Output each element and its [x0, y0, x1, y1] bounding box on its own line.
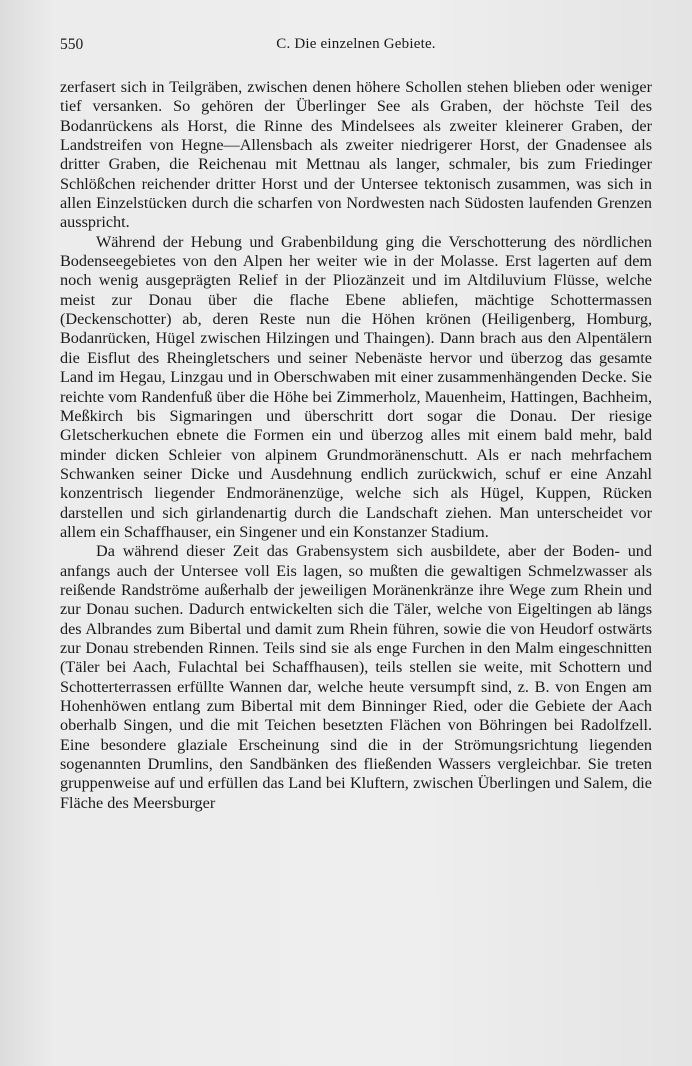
- paragraph: Da während dieser Zeit das Grabensystem sich ausbildete, aber der Boden- und anfangs auch der Untersee voll Eis lagen, so mußten die gewaltigen Schmelzwasser als reißende Randströme außerhalb der jeweiligen Moränenkränze ihre Wege zum Rhein und zur Donau suchen. Dadurch entwickelten sich die Täler, welche von Eigeltingen ab längs des Albrandes zum Bibertal und damit zum Rhein führen, sowie die von Heudorf ostwärts zur Donau strebenden Rinnen. Teils sind sie als enge Furchen in den Malm eingeschnitten (Täler bei Aach, Fulachtal bei Schaffhausen), teils stellen sie weite, mit Schottern und Schotterterrassen erfüllte Wannen dar, welche heute versumpft sind, z. B. von Engen am Hohenhöwen entlang zum Bibertal mit dem Binninger Ried, oder die Gebiete der Aach oberhalb Singen, und die mit Teichen besetzten Flächen von Böhringen bei Radolfzell. Eine besondere glaziale Erscheinung sind die in der Strömungsrichtung liegenden sogenannten Drumlins, den Sandbänken des fließenden Wassers vergleichbar. Sie treten gruppenweise auf und erfüllen das Land bei Kluftern, zwischen Überlingen und Salem, die Fläche des Meersburger: [60, 542, 652, 812]
- body-text: [60, 78, 652, 813]
- paragraph: Während der Hebung und Grabenbildung ging die Verschotterung des nördlichen Bodenseegebietes von den Alpen her weiter wie in der Molasse. Erst lagerten auf dem noch wenig ausgeprägten Relief in der Pliozänzeit und im Altdiluvium Flüsse, welche meist zur Donau über die flache Ebene abliefen, mächtige Schottermassen (Deckenschotter) ab, deren Reste nun die Höhen krönen (Heiligenberg, Homburg, Bodanrücken, Hügel zwischen Hilzingen und Thaingen). Dann brach aus den Alpentälern die Eisflut des Rheingletschers und seiner Nebenäste hervor und überzog das gesamte Land im Hegau, Linzgau und in Oberschwaben mit einer zusammenhängenden Decke. Sie reichte vom Randenfuß über die Höhe bei Zimmerholz, Mauenheim, Hattingen, Bachheim, Meßkirch bis Sigmaringen und überschritt dort sogar die Donau. Der riesige Gletscherkuchen ebnete die Formen ein und überzog alles mit einem bald mehr, bald minder dicken Schleier von alpinem Grundmoränenschutt. Als er nach mehrfachem Schwanken seiner Dicke und Ausdehnung endlich zurückwich, schuf er eine Anzahl konzentrisch liegender Endmoränenzüge, welche sich als Hügel, Kuppen, Rücken darstellen und sich girlandenartig durch die Landschaft ziehen. Man unterscheidet vor allem ein Schaffhauser, ein Singener und ein Konstanzer Stadium.: [60, 232, 652, 541]
- paragraph: zerfasert sich in Teilgräben, zwischen denen höhere Schollen stehen blieben oder weniger tief versanken. So gehören der Überlinger See als Graben, der höchste Teil des Bodanrückens als Horst, die Rinne des Mindelsees als zweiter kleinerer Graben, der Landstreifen von Hegne—Allensbach als zweiter niedrigerer Horst, der Gnadensee als dritter Graben, die Reichenau mit Mettnau als langer, schmaler, bis zum Friedinger Schlößchen reichender dritter Horst und der Untersee tektonisch zusammen, was sich in allen Einzelstücken durch die scharfen von Nordwesten nach Südosten laufenden Grenzen ausspricht.: [60, 78, 652, 232]
- page-number: 550: [60, 36, 84, 53]
- page-header: [60, 36, 652, 58]
- running-title: C. Die einzelnen Gebiete.: [276, 36, 436, 52]
